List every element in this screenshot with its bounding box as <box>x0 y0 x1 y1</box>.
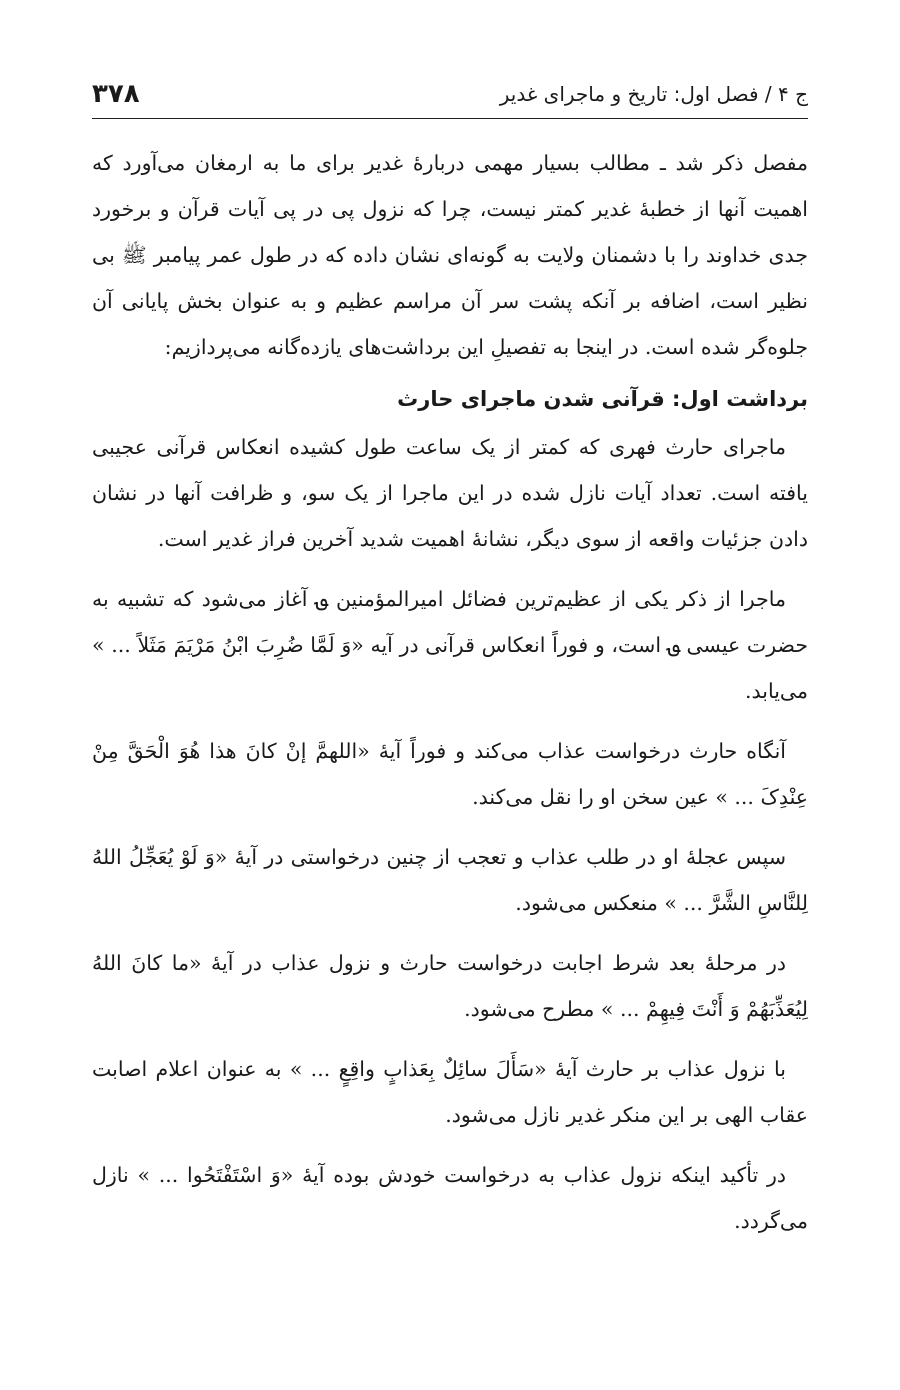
running-title: ج ۴ / فصل اول: تاریخ و ماجرای غدیر <box>499 82 808 106</box>
body-paragraph-1: ماجرای حارث فهری که کمتر از یک ساعت طول کشیده انعکاس قرآنی عجیبی یافته است. تعداد آیات نازل شده در این ماجرا از یک سو، و ظرافت آنها در نشان دادن جزئیات واقعه از سوی دیگر، نشانۀ اهمیت شدید آخرین فراز غدیر است. <box>92 435 808 551</box>
body-paragraph-4: سپس عجلۀ او در طلب عذاب و تعجب از چنین درخواستی در آیۀ «وَ لَوْ یُعَجِّلُ اللهُ لِلنَّاسِ الشَّرَّ ... » منعکس می‌شود. <box>92 845 808 915</box>
section-heading: برداشت اول: قرآنی شدن ماجرای حارث <box>397 387 808 411</box>
page-header <box>92 72 808 116</box>
page-body <box>92 140 808 1258</box>
intro-paragraph: مفصل ذکر شد ـ مطالب بسیار مهمی دربارۀ غدیر برای ما به ارمغان می‌آورد که اهمیت آنها از خطبۀ غدیر کمتر نیست، چرا که نزول پی در پی آیات قرآن و برخورد جدی خداوند را با دشمنان ولایت به گونه‌ای نشان داده که در طول عمر پیامبر ﷺ بی نظیر است، اضافه بر آنکه پشت سر آن مراسم عظیم و به عنوان بخش پایانی آن جلوه‌گر شده است. در اینجا به تفصیلِ این برداشت‌های یازده‌گانه می‌پردازیم: <box>92 151 808 359</box>
body-paragraph-6: با نزول عذاب بر حارث آیۀ «سَأَلَ سائِلٌ بِعَذابٍ واقِعٍ ... » به عنوان اعلام اصابت عقاب الهی بر این منکر غدیر نازل می‌شود. <box>92 1057 808 1127</box>
body-paragraph-3: آنگاه حارث درخواست عذاب می‌کند و فوراً آیۀ «اللهمَّ إنْ کانَ هذا هُوَ الْحَقَّ مِنْ عِنْدِکَ ... » عین سخن او را نقل می‌کند. <box>92 739 808 809</box>
page-number: ۳۷۸ <box>92 79 140 109</box>
header-divider <box>92 118 808 119</box>
body-paragraph-7: در تأکید اینکه نزول عذاب به درخواست خودش بوده آیۀ «وَ اسْتَفْتَحُوا ... » نازل می‌گردد. <box>92 1163 808 1233</box>
body-paragraph-2: ماجرا از ذکر یکی از عظیم‌ترین فضائل امیرالمؤمنین ؈ آغاز می‌شود که تشبیه به حضرت عیسی ؈ است، و فوراً انعکاس قرآنی در آیه «وَ لَمَّا ضُرِبَ ابْنُ مَرْیَمَ مَثَلاً ... » می‌یابد. <box>92 587 808 703</box>
body-paragraph-5: در مرحلۀ بعد شرط اجابت درخواست حارث و نزول عذاب در آیۀ «ما کانَ اللهُ لِیُعَذِّبَهُمْ وَ أَنْتَ فِیهِمْ ... » مطرح می‌شود. <box>92 951 808 1021</box>
